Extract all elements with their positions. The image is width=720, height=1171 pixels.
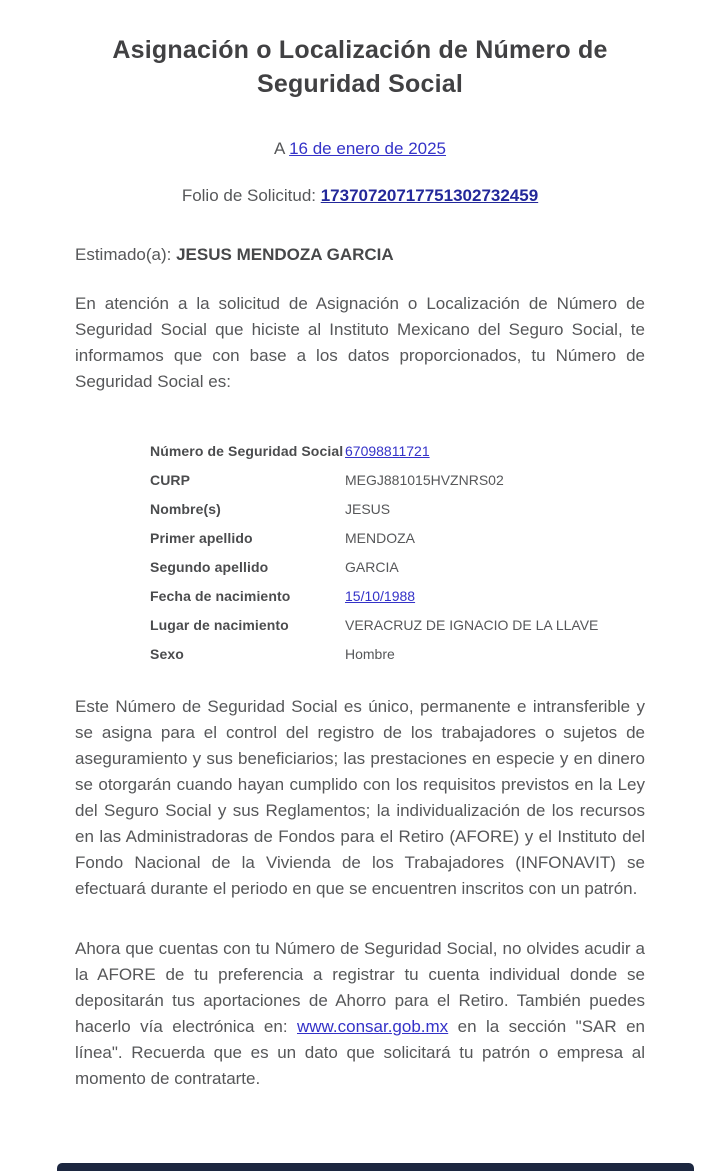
detail-row-lugar-nacimiento [150,610,720,639]
detail-label: Segundo apellido [150,558,269,575]
afore-text-after: en la sección "SAR en línea". Recuerda que es un dato que solicitará tu patrón o empresa al momento de contratarte. [75,1017,646,1088]
detail-label: Fecha de nacimiento [150,587,291,604]
date-line [0,139,720,159]
afore-paragraph [75,936,645,1092]
date-link[interactable]: 16 de enero de 2025 [289,139,447,158]
detail-row-segundo-apellido [150,552,720,581]
detail-row-primer-apellido [150,523,720,552]
detail-label: Sexo [150,645,184,662]
detail-row-fecha-nacimiento [150,581,720,610]
greeting-label: Estimado(a): [75,245,177,264]
legal-paragraph: Este Número de Seguridad Social es único, permanente e intransferible y se asigna para el control del registro de los trabajadores o sujetos de aseguramiento y sus beneficiarios; las prestaciones en especie y en dinero se otorgarán cuando hayan cumplido con los requisitos previstos en la Ley del Seguro Social y sus Reglamentos; la individualización de los recursos en las Administradoras de Fondos para el Retiro (AFORE) y el Instituto del Fondo Nacional de la Vivienda de los Trabajadores (INFONAVIT) se efectuará durante el periodo en que se encuentren inscritos con un patrón. [75,697,645,898]
detail-value: VERACRUZ DE IGNACIO DE LA LLAVE [345,616,599,633]
detail-label: Lugar de nacimiento [150,616,289,633]
footer-bar [57,1163,694,1171]
greeting-line [75,245,645,265]
nss-value-link[interactable]: 67098811721 [345,442,430,459]
afore-text-before: Ahora que cuentas con tu Número de Seguridad Social, no olvides acudir a la AFORE de tu preferencia a registrar tu cuenta individual donde se depositarán tus aportaciones de Ahorro para el Retiro. También puedes hacerlo vía electrónica en: [75,939,645,1036]
recipient-name: JESUS MENDOZA GARCIA [176,245,394,264]
detail-value: GARCIA [345,558,399,575]
detail-row-nombres [150,494,720,523]
detail-value: JESUS [345,500,391,517]
date-prefix: A [273,139,290,158]
detail-value: MENDOZA [345,529,415,546]
detail-row-curp [150,465,720,494]
consar-link[interactable]: www.consar.gob.mx [297,1017,449,1036]
folio-line [0,186,720,206]
detail-label: Número de Seguridad Social [150,442,344,459]
detail-row-sexo [150,639,720,668]
detail-value: Hombre [345,645,395,662]
detail-label: Primer apellido [150,529,253,546]
birthdate-value-link[interactable]: 15/10/1988 [345,587,416,604]
document [0,33,720,1092]
detail-value: MEGJ881015HVZNRS02 [345,471,504,488]
detail-label: Nombre(s) [150,500,221,517]
detail-row-nss [150,436,720,465]
folio-label: Folio de Solicitud: [181,186,321,205]
folio-number-link[interactable]: 17370720717751302732459 [320,186,539,205]
detail-label: CURP [150,471,191,488]
intro-paragraph: En atención a la solicitud de Asignación o Localización de Número de Seguridad Social que hiciste al Instituto Mexicano del Seguro Social, te informamos que con base a los datos proporcionados, tu Número de Seguridad Social es: [75,294,645,391]
details-table [150,436,720,668]
page-title: Asignación o Localización de Número de Seguridad Social [112,36,608,98]
